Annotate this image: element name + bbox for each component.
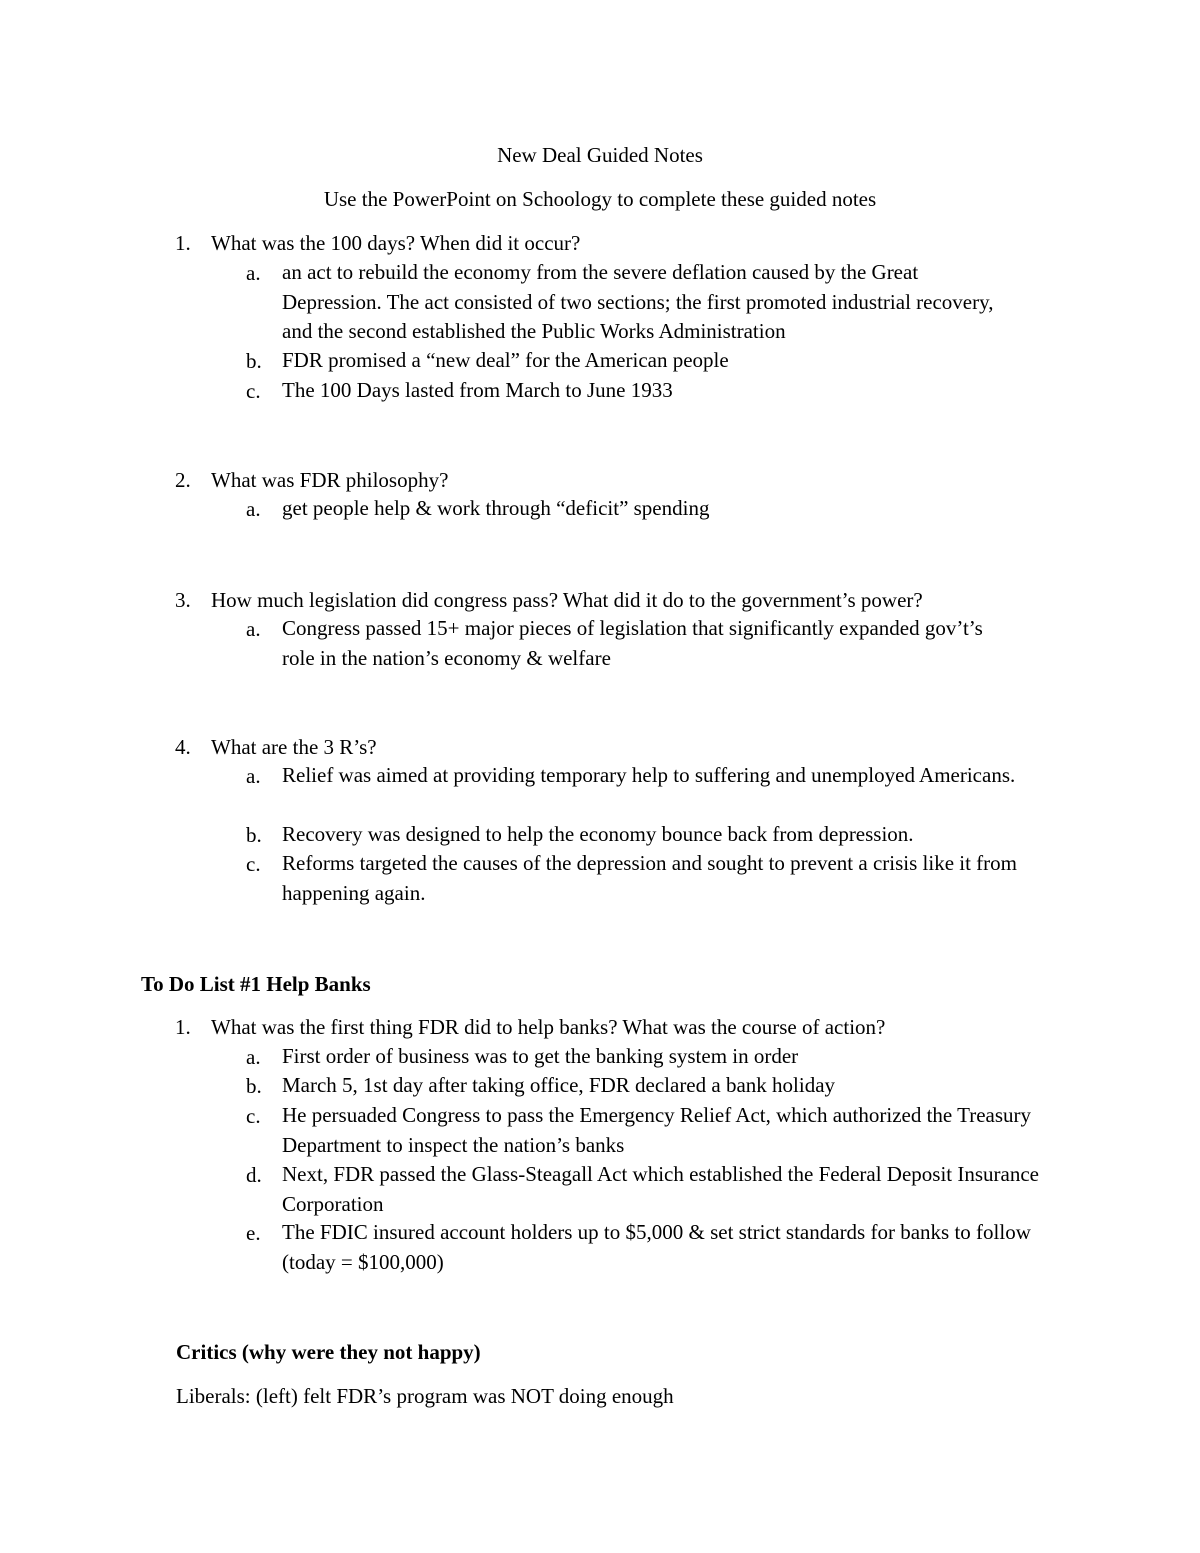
answer-text: March 5, 1st day after taking office, FDR declared a bank holiday <box>282 1073 836 1097</box>
answer-text: FDR promised a “new deal” for the American people <box>282 348 729 372</box>
answer-letter: b. <box>246 349 262 373</box>
answer-letter: b. <box>246 823 262 847</box>
answer-text: Congress passed 15+ major pieces of legislation that significantly expanded gov’t’s role in the nation’s economy & welfare <box>282 616 983 670</box>
answer-letter: a. <box>246 1045 261 1069</box>
answer-text: Next, FDR passed the Glass-Steagall Act which established the Federal Deposit Insurance Corporation <box>282 1162 1039 1216</box>
answer-letter: a. <box>246 764 261 788</box>
question-number: 4. <box>175 735 191 759</box>
question-text: What was the first thing FDR did to help banks? What was the course of action? <box>211 1015 886 1039</box>
answer-text: First order of business was to get the banking system in order <box>282 1044 799 1068</box>
answer-text: Relief was aimed at providing temporary help to suffering and unemployed Americans. <box>282 763 1016 787</box>
answer-letter: a. <box>246 617 261 641</box>
question-text: What are the 3 R’s? <box>211 735 377 759</box>
answer-text: an act to rebuild the economy from the severe deflation caused by the Great Depression. The act consisted of two sections; the first promoted industrial recovery, and the second established the Public Works Administration <box>282 260 994 343</box>
answer-letter: c. <box>246 852 261 876</box>
page-title: New Deal Guided Notes <box>497 143 703 167</box>
answer-text: He persuaded Congress to pass the Emergency Relief Act, which authorized the Treasury Department to inspect the nation’s banks <box>282 1103 1032 1157</box>
section-heading-critics: Critics (why were they not happy) <box>176 1340 481 1364</box>
section-heading-todo: To Do List #1 Help Banks <box>141 972 371 996</box>
page-subtitle: Use the PowerPoint on Schoology to complete these guided notes <box>323 187 877 211</box>
answer-text: get people help & work through “deficit” spending <box>282 496 710 520</box>
answer-text: The 100 Days lasted from March to June 1933 <box>282 378 673 402</box>
question-text: What was FDR philosophy? <box>211 468 449 492</box>
question-text: How much legislation did congress pass? What did it do to the government’s power? <box>211 588 923 612</box>
question-text: What was the 100 days? When did it occur? <box>211 231 581 255</box>
answer-letter: a. <box>246 497 261 521</box>
question-number: 1. <box>175 231 191 255</box>
question-number: 3. <box>175 588 191 612</box>
question-number: 2. <box>175 468 191 492</box>
liberals-note: Liberals: (left) felt FDR’s program was NOT doing enough <box>176 1384 674 1408</box>
answer-letter: e. <box>246 1221 261 1245</box>
answer-letter: c. <box>246 379 261 403</box>
answer-text: Recovery was designed to help the economy bounce back from depression. <box>282 822 914 846</box>
answer-text: Reforms targeted the causes of the depression and sought to prevent a crisis like it from happening again. <box>282 851 1017 905</box>
answer-letter: d. <box>246 1163 262 1187</box>
answer-text: The FDIC insured account holders up to $5,000 & set strict standards for banks to follow (today = $100,000) <box>282 1220 1031 1274</box>
answer-letter: a. <box>246 261 261 285</box>
question-number: 1. <box>175 1015 191 1039</box>
answer-letter: b. <box>246 1074 262 1098</box>
answer-letter: c. <box>246 1104 261 1128</box>
